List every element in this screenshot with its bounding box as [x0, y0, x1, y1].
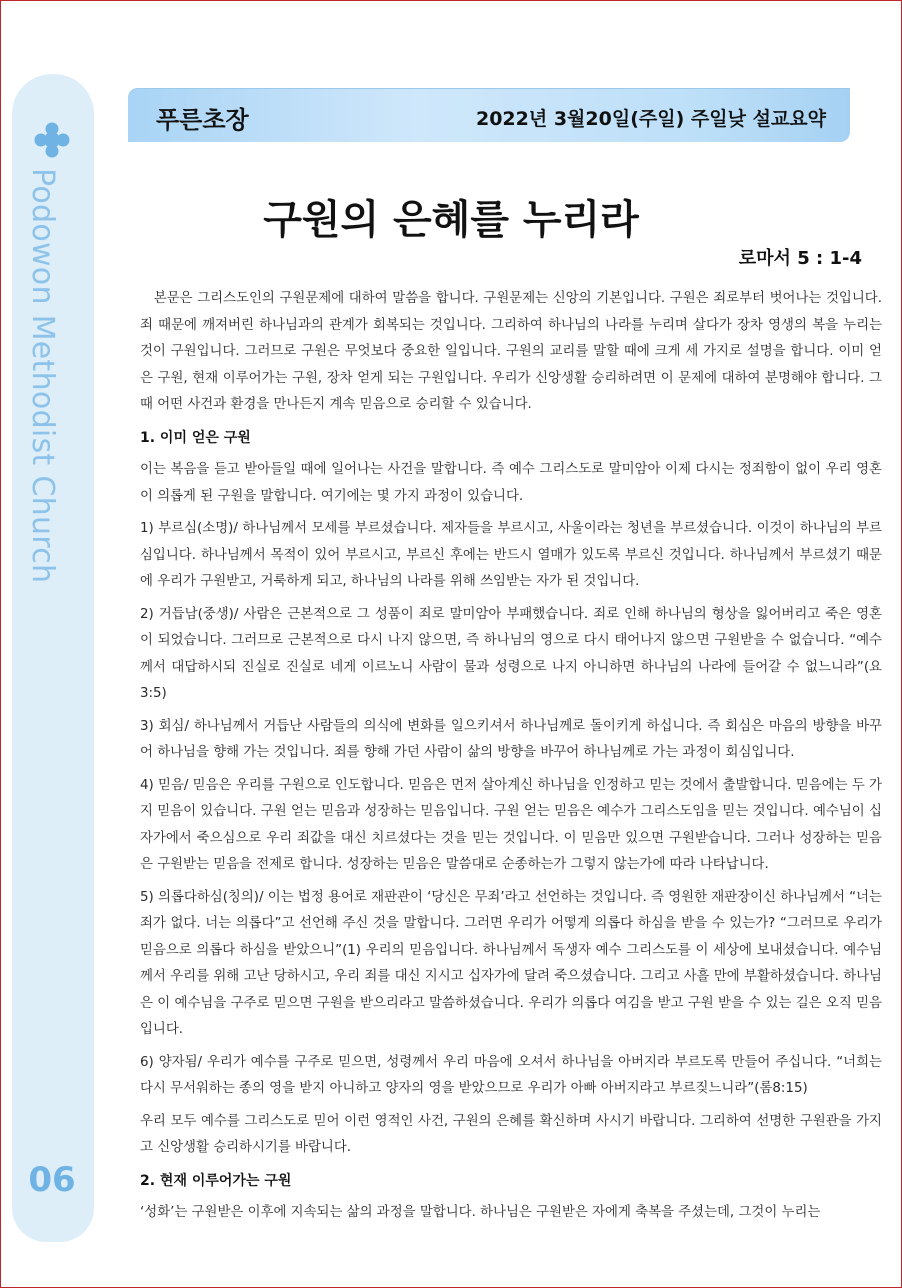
- paragraph: 1) 부르심(소명)/ 하나님께서 모세를 부르셨습니다. 제자들을 부르시고, 사울이라는 청년을 부르셨습니다. 이것이 하나님의 부르심입니다. 하나님께서 목적이 있어 부르시고, 부르신 후에는 반드시 열매가 있도록 부르신 것입니다. 하나님께서 부르셨기 때문에 우리가 구원받고, 거룩하게 되고, 하나님의 나라를 위해 쓰임받는 자가 된 것입니다.: [140, 521, 882, 589]
- paragraph: 2) 거듭남(중생)/ 사람은 근본적으로 그 성품이 죄로 말미암아 부패했습니다. 죄로 인해 하나님의 형상을 잃어버리고 죽은 영혼이 되었습니다. 그러므로 근본적으로 다시 나지 않으면, 즉 하나님의 영으로 다시 태어나지 않으면 구원받을 수 없습니다. “예수께서 대답하시되 진실로 진실로 네게 이르노니 사람이 물과 성령으로 나지 아니하면 하나님의 나라에 들어갈 수 없느니라”(요3:5): [140, 606, 882, 701]
- paragraph-intro: 본문은 그리스도인의 구원문제에 대하여 말씀을 합니다. 구원문제는 신앙의 기본입니다. 구원은 죄로부터 벗어나는 것입니다. 죄 때문에 깨져버린 하나님과의 관계가 회복되는 것입니다. 그리하여 하나님의 나라를 누리며 살다가 장차 영생의 복을 누리는 것이 구원입니다. 그러므로 구원은 무엇보다 중요한 일입니다. 구원의 교리를 말할 때에 크게 세 가지로 설명을 합니다. 이미 얻은 구원, 현재 이루어가는 구원, 장차 얻게 되는 구원입니다. 우리가 신앙생활 승리하려면 이 문제에 대하여 분명해야 합니다. 그때 어떤 사건과 환경을 만나든지 계속 믿음으로 승리할 수 있습니다.: [140, 291, 882, 412]
- sermon-title: 구원의 은혜를 누리라: [263, 196, 639, 243]
- flower-cross-icon: [34, 122, 70, 158]
- paragraph: 이는 복음을 듣고 받아들일 때에 일어나는 사건을 말합니다. 즉 예수 그리스도로 말미암아 이제 다시는 정죄함이 없이 우리 영혼이 의롭게 된 구원을 말합니다. 여기에는 몇 가지 과정이 있습니다.: [140, 462, 882, 504]
- section-label: 푸른초장: [156, 106, 249, 134]
- church-name-vertical: Podowon Methodist Church: [25, 168, 60, 584]
- paragraph: 3) 회심/ 하나님께서 거듭난 사람들의 의식에 변화를 일으키셔서 하나님께로 돌이키게 하십니다. 즉 회심은 마음의 방향을 바꾸어 하나님을 향해 가는 것입니다. 죄를 향해 가던 사람이 삶의 방향을 바꾸어 하나님께로 가는 과정이 회심입니다.: [140, 718, 882, 760]
- header-bar: [128, 88, 850, 142]
- sermon-body: [140, 286, 882, 1233]
- paragraph: ‘성화’는 구원받은 이후에 지속되는 삶의 과정을 말합니다. 하나님은 구원받은 자에게 축복을 주셨는데, 그것이 누리는: [140, 1205, 821, 1220]
- section-heading-2: 2. 현재 이루어가는 구원: [140, 1172, 292, 1189]
- page-number: 06: [28, 1160, 76, 1200]
- paragraph: 우리 모두 예수를 그리스도로 믿어 이런 영적인 사건, 구원의 은혜를 확신하며 사시기 바랍니다. 그리하여 선명한 구원관을 가지고 신앙생활 승리하시기를 바랍니다.: [140, 1113, 882, 1155]
- paragraph: 5) 의롭다하심(칭의)/ 이는 법정 용어로 재판관이 ‘당신은 무죄’라고 선언하는 것입니다. 즉 영원한 재판장이신 하나님께서 “너는 죄가 없다. 너는 의롭다”고 선언해 주신 것을 말합니다. 그러면 우리가 어떻게 의롭다 하심을 받을 수 있는가? “그러므로 우리가 믿음으로 의롭다 하심을 받았으니”(1) 우리의 믿음입니다. 하나님께서 독생자 예수 그리스도를 이 세상에 보내셨습니다. 예수님께서 우리를 위해 고난 당하시고, 우리 죄를 대신 지시고 십자가에 달려 죽으셨습니다. 그리고 사흘 만에 부활하셨습니다. 하나님은 이 예수님을 구주로 믿으면 구원을 받으리라고 말씀하셨습니다. 우리가 의롭다 여김을 받고 구원 받을 수 있는 길은 오직 믿음입니다.: [140, 889, 882, 1037]
- section-heading-1: 1. 이미 얻은 구원: [140, 429, 251, 446]
- paragraph: 6) 양자됨/ 우리가 예수를 구주로 믿으면, 성령께서 우리 마음에 오셔서 하나님을 아버지라 부르도록 만들어 주십니다. “너희는 다시 무서워하는 종의 영을 받지 아니하고 양자의 영을 받았으므로 우리가 아빠 아버지라고 부르짖느니라”(롬8:15): [140, 1054, 882, 1096]
- scripture-reference: 로마서 5 : 1-4: [738, 248, 862, 269]
- paragraph: 4) 믿음/ 믿음은 우리를 구원으로 인도합니다. 믿음은 먼저 살아계신 하나님을 인정하고 믿는 것에서 출발합니다. 믿음에는 두 가지 믿음이 있습니다. 구원 얻는 믿음과 성장하는 믿음입니다. 구원 얻는 믿음은 예수가 그리스도임을 믿는 것입니다. 예수님이 십자가에서 죽으심으로 우리 죄값을 대신 치르셨다는 것을 믿는 것입니다. 이 믿음만 있으면 구원받습니다. 그러나 성장하는 믿음은 구원받는 믿음을 전제로 합니다. 성장하는 믿음은 말씀대로 순종하는가 그렇지 않는가에 따라 나타납니다.: [140, 777, 882, 872]
- sermon-date-label: 2022년 3월20일(주일) 주일낮 설교요약: [475, 108, 826, 130]
